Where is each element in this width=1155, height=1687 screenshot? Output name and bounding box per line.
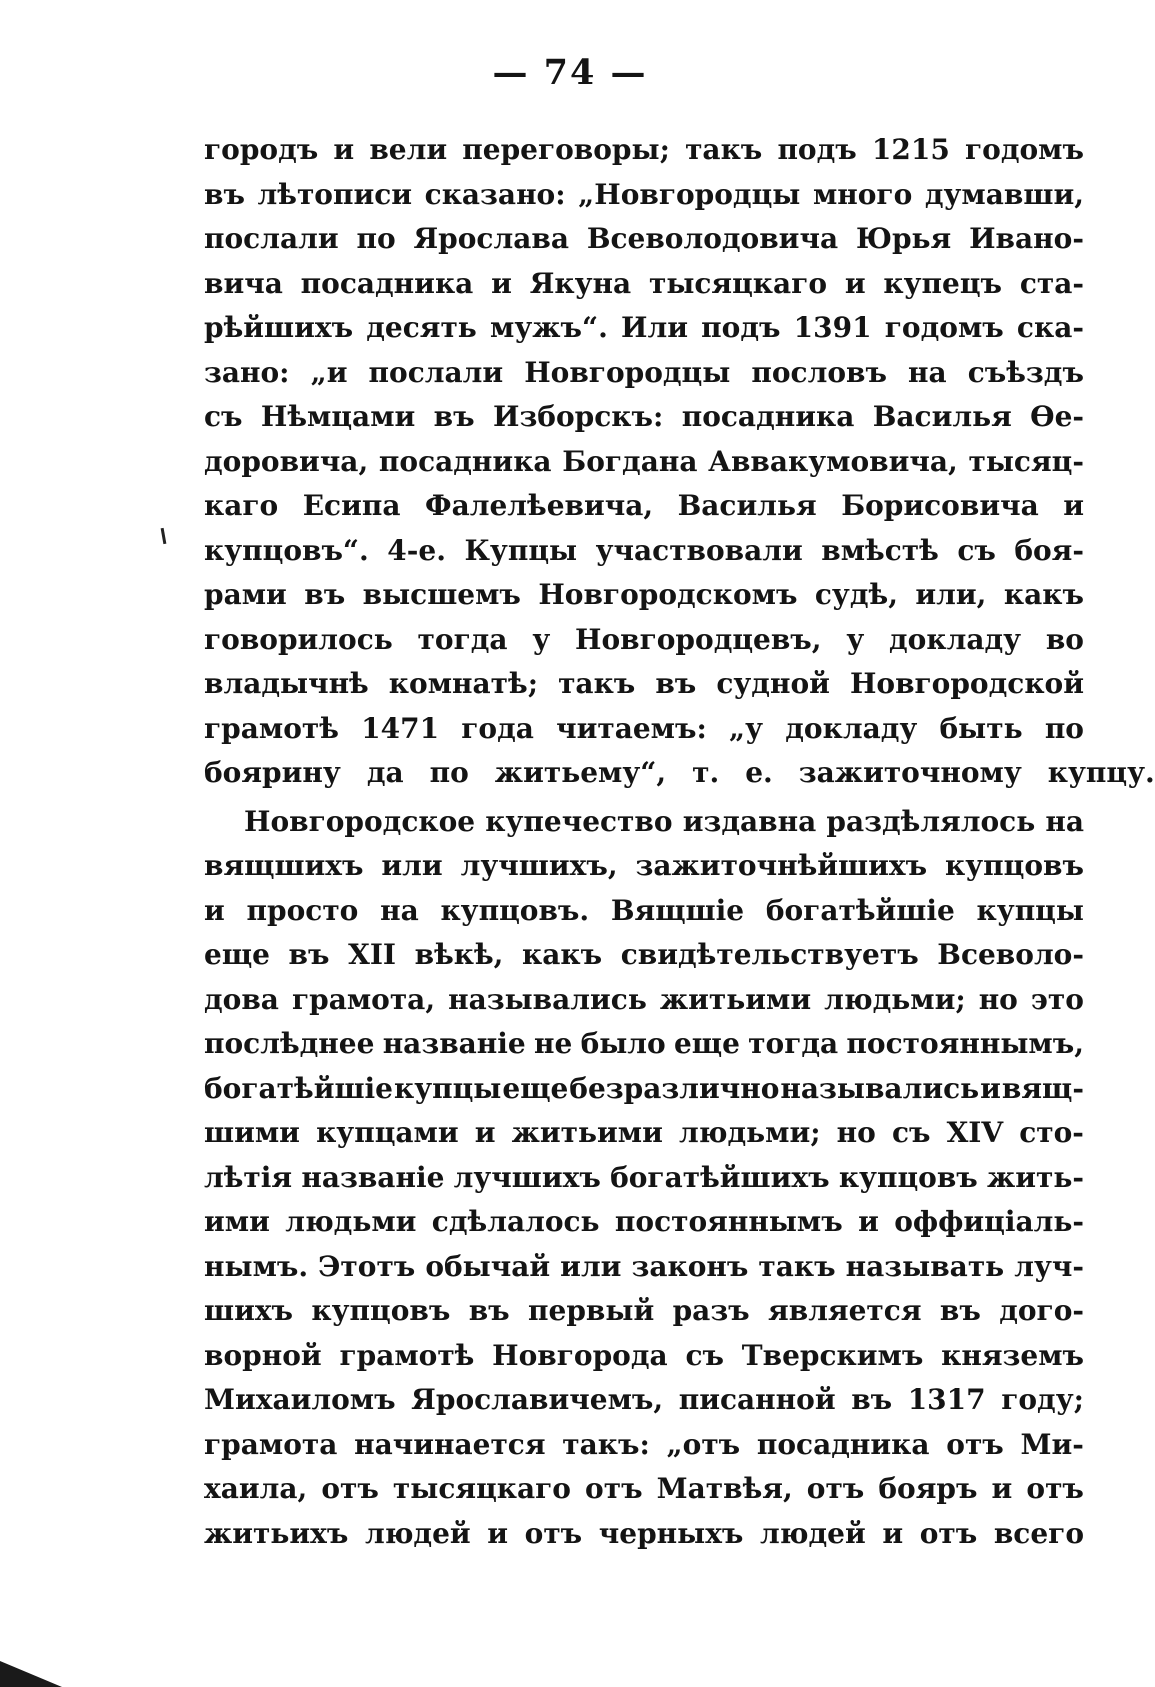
text-line: послали по Ярослава Всеволодовича Юрья Ивано- bbox=[204, 222, 1084, 255]
text-line: владычнѣ комнатѣ; такъ въ судной Новгородской bbox=[204, 667, 1084, 700]
text-line: шихъ купцовъ въ первый разъ является въ дого- bbox=[204, 1294, 1084, 1327]
text-line: хаила, отъ тысяцкаго отъ Матвѣя, отъ бояръ и отъ bbox=[204, 1472, 1084, 1505]
text-line: въ лѣтописи сказано: „Новгородцы много думавши, bbox=[204, 177, 1084, 211]
text-line: еще въ XII вѣкѣ, какъ свидѣтельствуетъ Всеволо- bbox=[204, 938, 1084, 971]
body-text bbox=[204, 133, 1155, 1561]
text-line: шими купцами и житьими людьми; но съ XIV сто- bbox=[204, 1116, 1084, 1149]
text-line: каго Есипа Фалелѣевича, Василья Борисовича и bbox=[204, 489, 1084, 522]
text-line: житьихъ людей и отъ черныхъ людей и отъ всего bbox=[204, 1516, 1084, 1550]
text-line: говорилось тогда у Новгородцевъ, у докладу во bbox=[204, 622, 1084, 656]
text-line: ворной грамотѣ Новгорода съ Тверскимъ княземъ bbox=[204, 1338, 1084, 1372]
corner-fold-mark bbox=[0, 1661, 62, 1687]
text-line: нымъ. Этотъ обычай или законъ такъ называть луч- bbox=[204, 1249, 1084, 1283]
text-line: послѣднее названіе не было еще тогда постояннымъ, bbox=[204, 1027, 1084, 1060]
text-line: доровича, посадника Богдана Аввакумовича, тысяц- bbox=[204, 444, 1084, 478]
text-line: городъ и вели переговоры; такъ подъ 1215 годомъ bbox=[204, 133, 1084, 166]
text-line: и просто на купцовъ. Вящшіе богатѣйшіе купцы bbox=[204, 893, 1084, 927]
text-line: рѣйшихъ десять мужъ“. Или подъ 1391 годомъ ска- bbox=[204, 311, 1084, 344]
paragraph-2 bbox=[204, 805, 1084, 1562]
text-line: Михаиломъ Ярославичемъ, писанной въ 1317 году; bbox=[204, 1383, 1084, 1416]
text-line: купцовъ“. 4-е. Купцы участвовали вмѣстѣ съ боя- bbox=[204, 533, 1084, 567]
page-number: — 74 — bbox=[492, 52, 648, 93]
text-line: богатѣйшіе купцы еще безразлично назывались и вящ- bbox=[204, 1071, 1084, 1105]
text-line: ими людьми сдѣлалось постояннымъ и оффиціаль- bbox=[204, 1205, 1084, 1238]
text-line: рами въ высшемъ Новгородскомъ судѣ, или, какъ bbox=[204, 578, 1084, 611]
text-line: Новгородское купечество издавна раздѣлялось на bbox=[244, 804, 1084, 838]
text-line: съ Нѣмцами въ Изборскъ: посадника Василья Ѳе- bbox=[204, 400, 1084, 433]
margin-mark bbox=[161, 528, 167, 544]
text-line: дова грамота, назывались житьими людьми; но это bbox=[204, 982, 1084, 1016]
paragraph-1 bbox=[204, 133, 1155, 801]
text-line: грамотѣ 1471 года читаемъ: „у докладу быть по bbox=[204, 711, 1084, 745]
text-line: зано: „и послали Новгородцы пословъ на съѣздъ bbox=[204, 355, 1084, 389]
text-line: вящшихъ или лучшихъ, зажиточнѣйшихъ купцовъ bbox=[204, 849, 1084, 882]
text-line: вича посадника и Якуна тысяцкаго и купецъ ста- bbox=[204, 266, 1084, 300]
text-line: лѣтія названіе лучшихъ богатѣйшихъ купцовъ жить- bbox=[204, 1160, 1084, 1194]
text-line: боярину да по житьему“, т. е. зажиточному купцу. bbox=[204, 756, 1155, 789]
text-line: грамота начинается такъ: „отъ посадника отъ Ми- bbox=[204, 1427, 1084, 1461]
